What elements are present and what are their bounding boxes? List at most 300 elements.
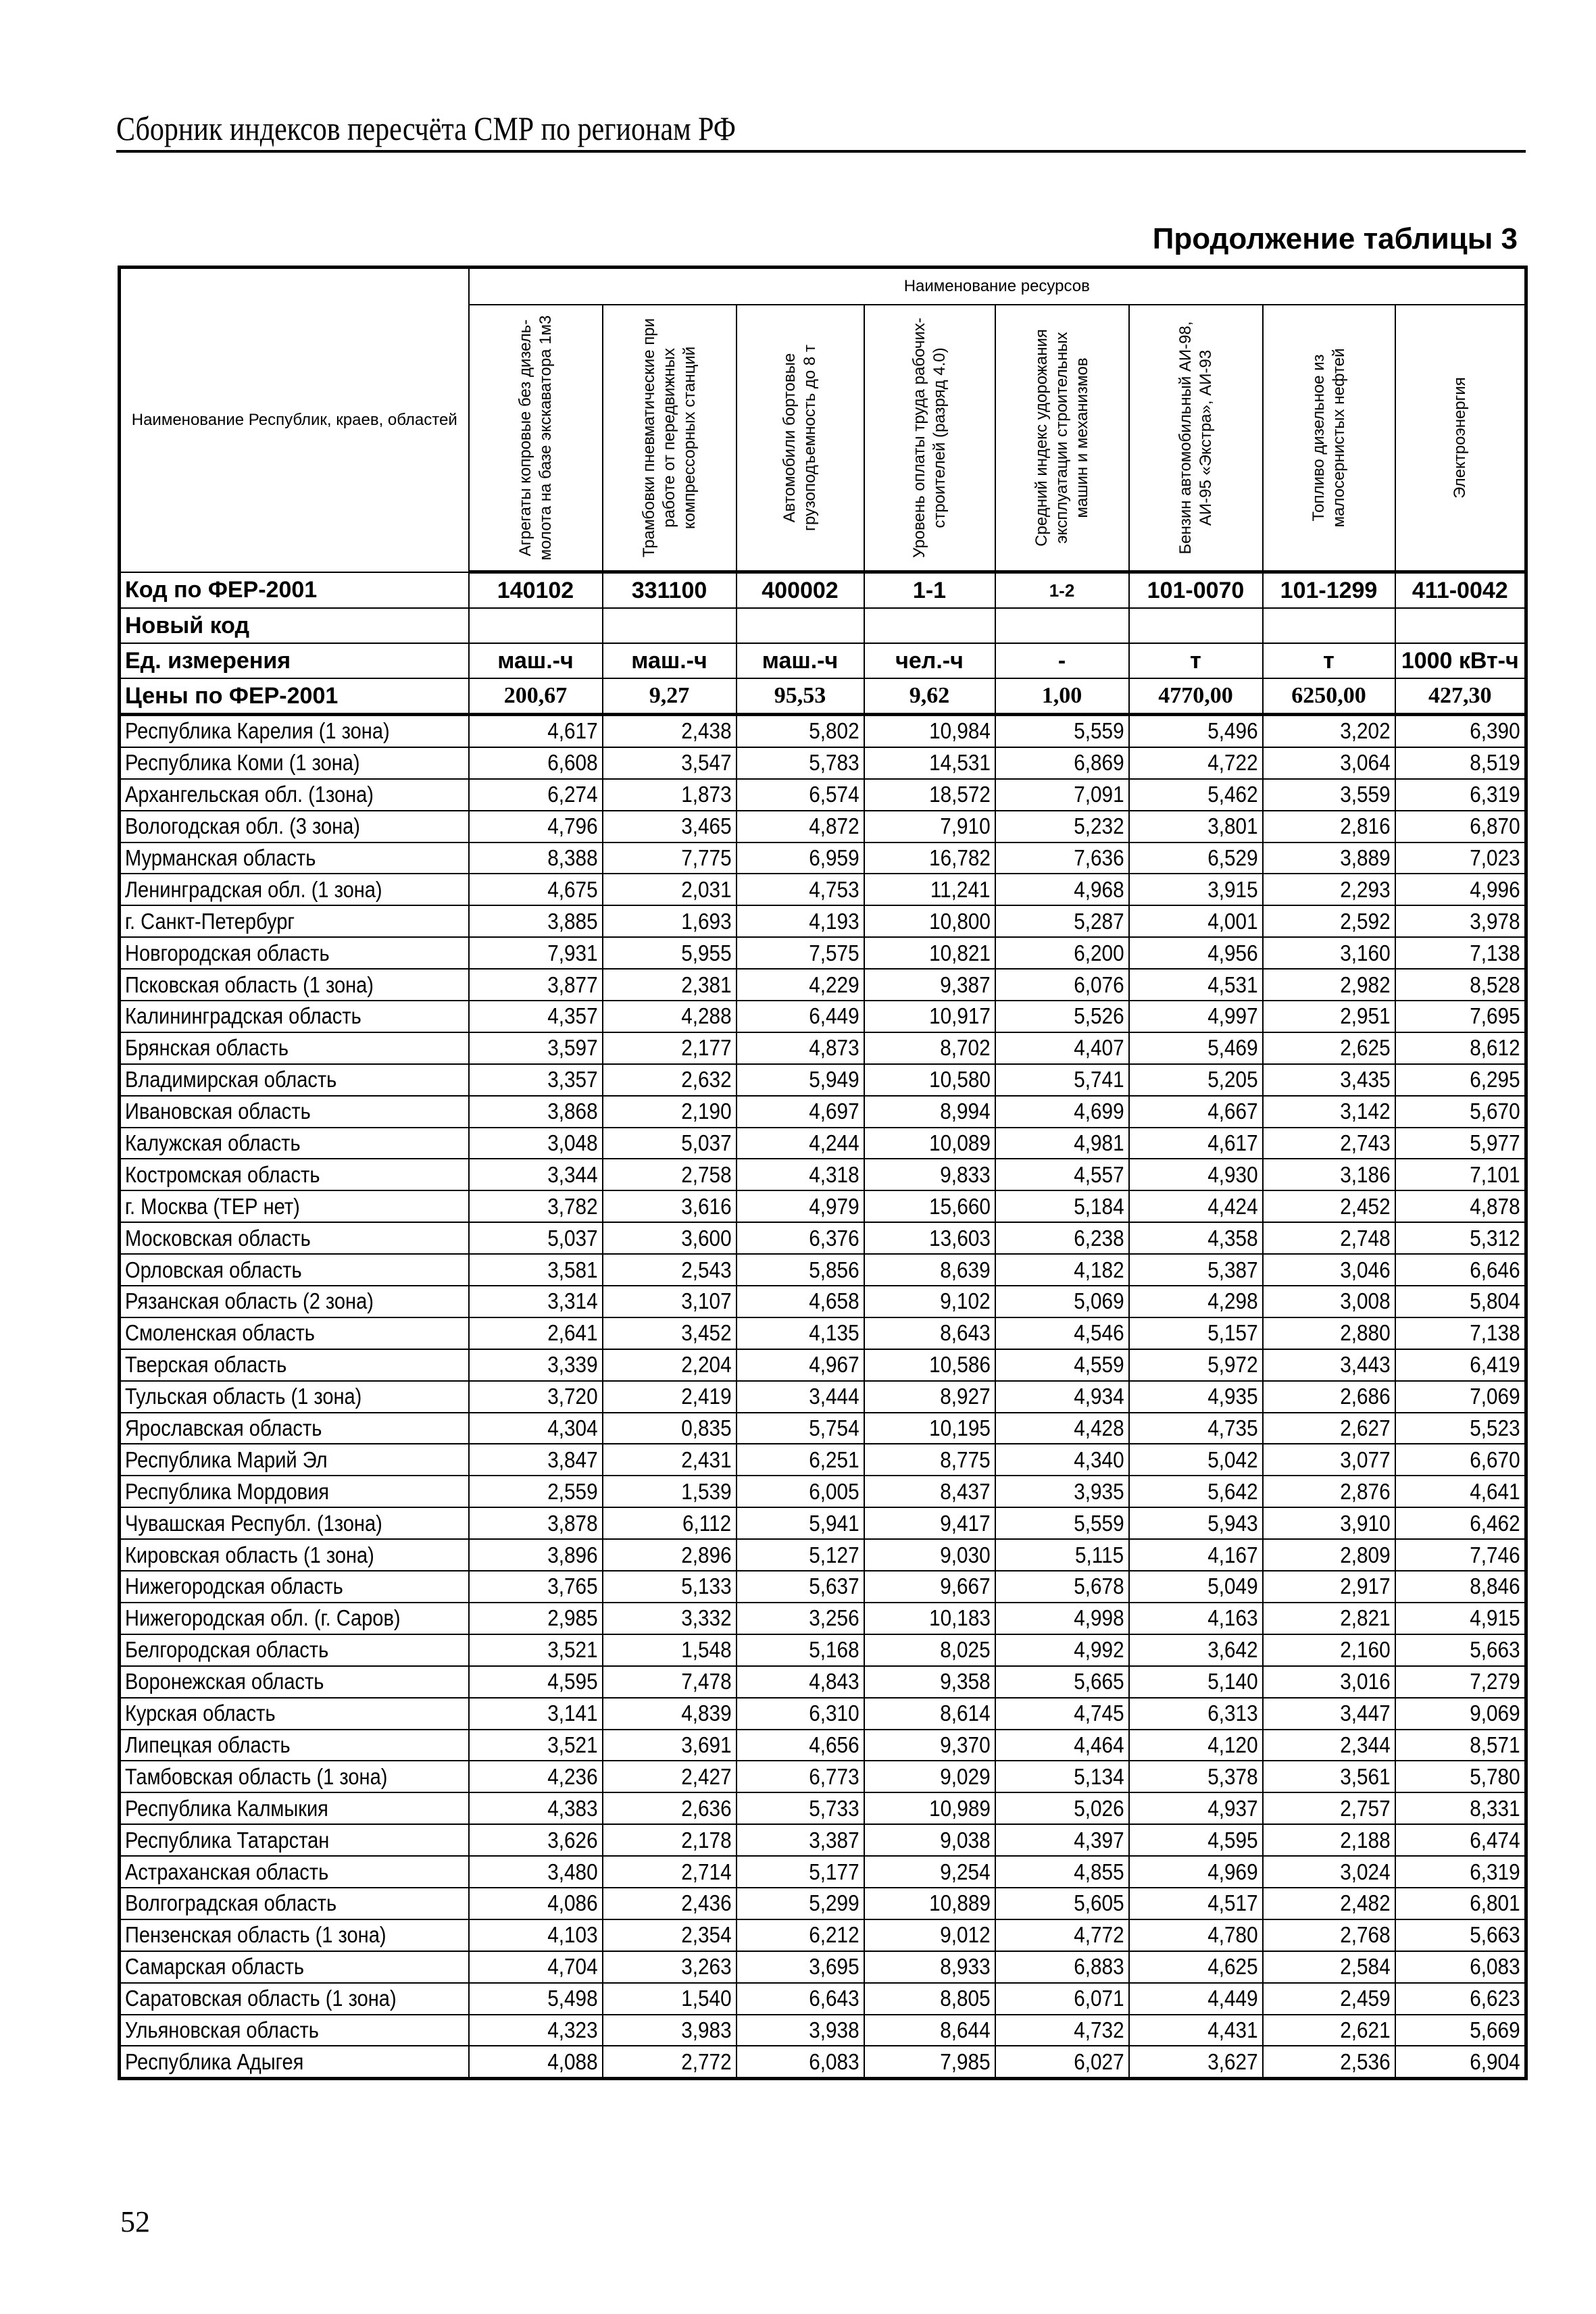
index-value: 5,670 [1470, 1099, 1521, 1124]
index-value-cell [737, 1001, 864, 1032]
index-value-cell [1263, 874, 1395, 905]
index-value-cell [469, 1476, 603, 1507]
index-value: 3,339 [547, 1352, 598, 1378]
index-value: 4,617 [1207, 1130, 1258, 1156]
index-value-cell [864, 1634, 995, 1666]
index-value-cell [737, 1317, 864, 1349]
index-value-cell [469, 1730, 603, 1761]
unit-row-cell: маш.-ч [603, 643, 737, 678]
index-value: 9,370 [940, 1732, 991, 1757]
index-value: 6,883 [1074, 1954, 1124, 1980]
index-value-cell [737, 842, 864, 874]
index-value: 4,517 [1207, 1890, 1258, 1916]
region-name: Республика Мордовия [125, 1478, 330, 1504]
index-value-cell [737, 1730, 864, 1761]
fer-price-row-cell: 9,62 [864, 678, 995, 715]
index-value-cell [1129, 715, 1263, 747]
region-name: Саратовская область (1 зона) [125, 1986, 397, 2011]
index-value-cell [1129, 1001, 1263, 1032]
index-value-cell [1263, 1856, 1395, 1888]
index-value: 6,869 [1074, 750, 1124, 776]
index-value-cell [737, 1413, 864, 1444]
index-value: 6,801 [1470, 1890, 1521, 1916]
region-name-cell [120, 1983, 469, 2015]
index-value-cell [1395, 1381, 1526, 1413]
index-value: 5,069 [1074, 1288, 1124, 1314]
index-value: 2,190 [681, 1099, 732, 1124]
index-value: 6,623 [1470, 1986, 1521, 2011]
index-value-cell [469, 1666, 603, 1698]
index-value-cell [1129, 937, 1263, 969]
index-value-cell [737, 1064, 864, 1096]
unit-row-cell: - [995, 643, 1129, 678]
index-value: 5,049 [1207, 1574, 1258, 1599]
region-name-cell [120, 1730, 469, 1761]
table-row [120, 1032, 1526, 1064]
index-value: 3,626 [547, 1827, 598, 1853]
region-name-cell [120, 1666, 469, 1698]
region-name-cell [120, 2015, 469, 2046]
index-value: 4,658 [809, 1288, 859, 1314]
index-value-cell [1129, 1254, 1263, 1286]
index-value-cell [1395, 969, 1526, 1001]
index-value: 3,521 [547, 1637, 598, 1663]
fer-price-row-cell: 1,00 [995, 678, 1129, 715]
index-value: 5,127 [809, 1542, 859, 1567]
index-value-cell [1129, 1286, 1263, 1317]
index-value-cell [995, 1444, 1129, 1476]
index-value-cell [737, 969, 864, 1001]
index-value: 6,474 [1470, 1827, 1521, 1853]
index-value: 4,244 [809, 1130, 859, 1156]
index-value-cell [469, 1064, 603, 1096]
index-value: 4,998 [1074, 1605, 1124, 1631]
index-value-cell [737, 811, 864, 842]
index-value-cell [737, 1381, 864, 1413]
index-value: 4,772 [1074, 1922, 1124, 1948]
index-value: 4,934 [1074, 1384, 1124, 1409]
index-value-cell [469, 1761, 603, 1792]
index-value-cell [603, 1317, 737, 1349]
index-value: 2,543 [681, 1257, 732, 1282]
index-value: 3,008 [1340, 1288, 1391, 1314]
index-value-cell [1129, 1476, 1263, 1507]
table-row [120, 1444, 1526, 1476]
index-value-cell [1395, 1824, 1526, 1856]
index-value: 7,985 [940, 2048, 991, 2074]
index-value: 8,571 [1470, 1732, 1521, 1757]
region-name: Ульяновская область [125, 2017, 319, 2042]
index-value: 9,038 [940, 1827, 991, 1853]
region-name: Мурманская область [125, 845, 316, 870]
index-value-cell [603, 1730, 737, 1761]
index-value-cell [603, 1824, 737, 1856]
region-name-cell [120, 2046, 469, 2078]
table-row [120, 1824, 1526, 1856]
index-value: 2,627 [1340, 1415, 1391, 1441]
index-value: 3,877 [547, 972, 598, 997]
index-value: 5,741 [1074, 1067, 1124, 1092]
index-value: 7,069 [1470, 1384, 1521, 1409]
index-value: 8,846 [1470, 1574, 1521, 1599]
fer-code-row-cell: 1-1 [864, 572, 995, 609]
index-value-cell [1395, 1349, 1526, 1381]
index-value-cell [864, 1983, 995, 2015]
region-name: Брянская область [125, 1035, 289, 1061]
index-value-cell [864, 1698, 995, 1730]
index-value-cell [737, 1032, 864, 1064]
index-value-cell [1395, 1159, 1526, 1190]
resource-column-label: Топливо дизельное из малосернистых нефтей [1309, 348, 1348, 528]
new-code-row-cell [864, 608, 995, 643]
index-value-cell [1395, 811, 1526, 842]
index-value-cell [737, 1222, 864, 1254]
region-name-cell [120, 842, 469, 874]
new-code-row-cell [1395, 608, 1526, 643]
fer-code-row [120, 572, 1526, 609]
index-value: 3,983 [681, 2017, 732, 2042]
index-value: 5,605 [1074, 1890, 1124, 1916]
index-value: 2,743 [1340, 1130, 1391, 1156]
index-value: 10,195 [928, 1415, 991, 1441]
index-value-cell [995, 874, 1129, 905]
region-name-cell [120, 1286, 469, 1317]
resource-column-label: Средний индекс удорожания эксплуатации строительных машин и механизмов [1032, 329, 1091, 547]
index-value-cell [995, 1190, 1129, 1222]
index-value: 3,344 [547, 1161, 598, 1187]
index-value-cell [995, 1698, 1129, 1730]
index-value: 10,984 [928, 718, 991, 744]
index-value: 8,528 [1470, 972, 1521, 997]
index-value: 4,559 [1074, 1352, 1124, 1378]
fer-price-row [120, 678, 1526, 715]
index-value: 10,989 [928, 1795, 991, 1821]
fer-price-row-label: Цены по ФЕР-2001 [120, 678, 469, 715]
resource-column-header [1263, 305, 1395, 572]
index-value-cell [469, 937, 603, 969]
index-value-cell [603, 811, 737, 842]
index-value-cell [1129, 1349, 1263, 1381]
index-value-cell [603, 1888, 737, 1919]
fer-price-row-cell: 95,53 [737, 678, 864, 715]
index-value: 4,323 [547, 2017, 598, 2042]
index-value: 7,931 [547, 940, 598, 965]
index-value: 5,287 [1074, 908, 1124, 934]
index-value-cell [469, 1159, 603, 1190]
index-value-cell [603, 2046, 737, 2078]
index-value-cell [603, 937, 737, 969]
region-name: Вологодская обл. (3 зона) [125, 813, 360, 839]
index-value-cell [864, 905, 995, 937]
table-row [120, 1951, 1526, 1983]
index-value-cell [737, 1096, 864, 1128]
region-name-cell [120, 937, 469, 969]
index-value: 6,212 [809, 1922, 859, 1948]
index-value: 3,256 [809, 1605, 859, 1631]
index-value-cell [737, 1159, 864, 1190]
index-value: 4,288 [681, 1003, 732, 1029]
index-value-cell [469, 811, 603, 842]
index-value: 5,663 [1470, 1922, 1521, 1948]
index-value-cell [864, 1571, 995, 1603]
index-value-cell [469, 1381, 603, 1413]
regional-index-table [118, 266, 1528, 2080]
region-name-cell [120, 1413, 469, 1444]
index-value: 3,691 [681, 1732, 732, 1757]
index-value: 9,358 [940, 1669, 991, 1694]
index-value-cell [603, 1856, 737, 1888]
index-value: 4,745 [1074, 1701, 1124, 1726]
index-value-cell [1129, 1856, 1263, 1888]
fer-code-row-cell: 400002 [737, 572, 864, 609]
index-value: 3,978 [1470, 908, 1521, 934]
fer-code-row-cell: 101-1299 [1263, 572, 1395, 609]
index-value-cell [1129, 1666, 1263, 1698]
index-value-cell [1129, 1539, 1263, 1571]
index-value: 4,722 [1207, 750, 1258, 776]
index-value: 5,526 [1074, 1003, 1124, 1029]
index-value: 4,667 [1207, 1099, 1258, 1124]
index-value-cell [469, 1413, 603, 1444]
index-value: 2,876 [1340, 1478, 1391, 1504]
index-value-cell [469, 1286, 603, 1317]
index-value: 5,972 [1207, 1352, 1258, 1378]
resource-column-header [603, 305, 737, 572]
index-value-cell [1263, 2046, 1395, 2078]
index-value-cell [469, 1507, 603, 1539]
index-value: 4,641 [1470, 1478, 1521, 1504]
index-value-cell [603, 715, 737, 747]
index-value: 4,167 [1207, 1542, 1258, 1567]
region-name-cell [120, 1096, 469, 1128]
index-value: 6,295 [1470, 1067, 1521, 1092]
index-value: 5,469 [1207, 1035, 1258, 1061]
index-value-cell [995, 1286, 1129, 1317]
index-value: 3,024 [1340, 1859, 1391, 1884]
index-value-cell [995, 1317, 1129, 1349]
fer-code-row-label: Код по ФЕР-2001 [120, 572, 469, 609]
index-value: 2,621 [1340, 2017, 1391, 2042]
index-value: 2,809 [1340, 1542, 1391, 1567]
index-value-cell [737, 1761, 864, 1792]
region-name: Республика Коми (1 зона) [125, 750, 360, 776]
index-value: 4,780 [1207, 1922, 1258, 1948]
index-value: 2,985 [547, 1605, 598, 1631]
region-name-cell [120, 1539, 469, 1571]
index-value-cell [1129, 811, 1263, 842]
index-value-cell [469, 1603, 603, 1634]
index-value: 5,804 [1470, 1288, 1521, 1314]
region-name: Нижегородская обл. (г. Саров) [125, 1605, 401, 1631]
index-value-cell [603, 1983, 737, 2015]
index-value: 8,639 [940, 1257, 991, 1282]
index-value-cell [1129, 1730, 1263, 1761]
table-row [120, 1539, 1526, 1571]
index-value: 2,188 [1340, 1827, 1391, 1853]
index-value-cell [864, 1951, 995, 1983]
index-value: 4,753 [809, 876, 859, 902]
index-value: 2,031 [681, 876, 732, 902]
index-value-cell [469, 1444, 603, 1476]
region-name-cell [120, 1381, 469, 1413]
index-value-cell [1129, 1159, 1263, 1190]
region-name: Курская область [125, 1701, 276, 1726]
index-value: 2,768 [1340, 1922, 1391, 1948]
index-value: 10,580 [928, 1067, 991, 1092]
index-value: 5,523 [1470, 1415, 1521, 1441]
index-value-cell [1395, 1951, 1526, 1983]
index-value-cell [864, 1792, 995, 1824]
index-value-cell [1129, 1761, 1263, 1792]
index-value: 5,157 [1207, 1320, 1258, 1346]
index-value: 3,107 [681, 1288, 732, 1314]
table-row [120, 811, 1526, 842]
index-value-cell [995, 1539, 1129, 1571]
index-value: 2,427 [681, 1763, 732, 1789]
index-value-cell [1395, 1730, 1526, 1761]
index-value: 10,800 [928, 908, 991, 934]
index-value: 3,765 [547, 1574, 598, 1599]
index-value-cell [603, 1507, 737, 1539]
index-value-cell [469, 1983, 603, 2015]
index-value-cell [1129, 842, 1263, 874]
index-value-cell [1395, 1286, 1526, 1317]
index-value-cell [995, 1666, 1129, 1698]
index-value: 2,917 [1340, 1574, 1391, 1599]
index-value: 2,177 [681, 1035, 732, 1061]
index-value-cell [995, 1824, 1129, 1856]
table-row [120, 779, 1526, 811]
index-value: 9,069 [1470, 1701, 1521, 1726]
region-name: Чувашская Республ. (1зона) [125, 1510, 382, 1536]
index-value-cell [603, 1698, 737, 1730]
index-value-cell [469, 874, 603, 905]
index-value-cell [603, 1254, 737, 1286]
index-value-cell [469, 1951, 603, 1983]
index-value: 2,641 [547, 1320, 598, 1346]
index-value: 8,702 [940, 1035, 991, 1061]
index-value: 4,935 [1207, 1384, 1258, 1409]
index-value: 6,310 [809, 1701, 859, 1726]
index-value: 6,904 [1470, 2048, 1521, 2074]
index-value-cell [995, 1032, 1129, 1064]
index-value-cell [469, 1317, 603, 1349]
index-value-cell [1395, 1634, 1526, 1666]
index-value-cell [995, 1983, 1129, 2015]
index-value-cell [1263, 1190, 1395, 1222]
index-value: 5,312 [1470, 1225, 1521, 1251]
index-value-cell [1395, 2015, 1526, 2046]
table-row [120, 1634, 1526, 1666]
index-value: 8,933 [940, 1954, 991, 1980]
index-value-cell [864, 1476, 995, 1507]
index-value: 2,714 [681, 1859, 732, 1884]
region-name: Архангельская обл. (1зона) [125, 782, 374, 807]
index-value-cell [737, 1666, 864, 1698]
index-value: 4,357 [547, 1003, 598, 1029]
index-value: 3,357 [547, 1067, 598, 1092]
index-value-cell [864, 1888, 995, 1919]
index-value: 2,821 [1340, 1605, 1391, 1631]
index-value: 6,274 [547, 782, 598, 807]
index-value: 3,186 [1340, 1161, 1391, 1187]
region-name-cell [120, 1888, 469, 1919]
index-value-cell [737, 1476, 864, 1507]
index-value: 7,138 [1470, 940, 1521, 965]
index-value-cell [469, 1254, 603, 1286]
index-value-cell [864, 1159, 995, 1190]
index-value: 3,048 [547, 1130, 598, 1156]
new-code-row [120, 608, 1526, 643]
region-name: Костромская область [125, 1161, 320, 1187]
index-value: 3,889 [1340, 845, 1391, 870]
index-value: 2,344 [1340, 1732, 1391, 1757]
table-row [120, 1254, 1526, 1286]
index-value: 2,559 [547, 1478, 598, 1504]
region-name: Воронежская область [125, 1669, 324, 1694]
index-value: 5,783 [809, 750, 859, 776]
table-row [120, 1507, 1526, 1539]
index-value: 5,037 [547, 1225, 598, 1251]
index-value: 1,539 [681, 1478, 732, 1504]
index-value: 3,597 [547, 1035, 598, 1061]
index-value: 2,880 [1340, 1320, 1391, 1346]
table-row [120, 1001, 1526, 1032]
region-name-cell [120, 1856, 469, 1888]
index-value-cell [1263, 2015, 1395, 2046]
index-value-cell [1395, 1222, 1526, 1254]
index-value: 4,617 [547, 718, 598, 744]
index-value-cell [1263, 1032, 1395, 1064]
index-value: 9,029 [940, 1763, 991, 1789]
index-value-cell [1263, 1761, 1395, 1792]
index-value: 4,843 [809, 1669, 859, 1694]
index-value-cell [1129, 1413, 1263, 1444]
index-value: 8,025 [940, 1637, 991, 1663]
index-value: 2,452 [1340, 1193, 1391, 1219]
index-value-cell [603, 874, 737, 905]
region-name-cell [120, 1317, 469, 1349]
fer-price-row-cell: 427,30 [1395, 678, 1526, 715]
index-value-cell [1263, 1792, 1395, 1824]
index-value-cell [603, 1792, 737, 1824]
unit-row-cell: маш.-ч [469, 643, 603, 678]
region-name: Тульская область (1 зона) [125, 1384, 362, 1409]
table-row [120, 1096, 1526, 1128]
resource-column-label: Агрегаты копровые без дизель-молота на базе экскаватора 1м3 [516, 315, 555, 561]
index-value-cell [1263, 1539, 1395, 1571]
index-value-cell [469, 747, 603, 779]
index-value: 3,444 [809, 1384, 859, 1409]
index-value-cell [995, 1001, 1129, 1032]
index-value-cell [603, 1001, 737, 1032]
index-value-cell [1263, 747, 1395, 779]
new-code-row-cell [995, 608, 1129, 643]
index-value: 3,435 [1340, 1067, 1391, 1092]
table-row [120, 1064, 1526, 1096]
index-value-cell [469, 1792, 603, 1824]
index-value: 3,600 [681, 1225, 732, 1251]
index-value-cell [995, 1413, 1129, 1444]
resource-column-header [469, 305, 603, 572]
index-value: 5,669 [1470, 2017, 1521, 2042]
index-value: 2,748 [1340, 1225, 1391, 1251]
fer-code-row-cell: 101-0070 [1129, 572, 1263, 609]
region-name-cell [120, 1571, 469, 1603]
fer-code-row-cell: 1-2 [995, 572, 1129, 609]
index-value: 2,536 [1340, 2048, 1391, 2074]
region-name-cell [120, 1190, 469, 1222]
